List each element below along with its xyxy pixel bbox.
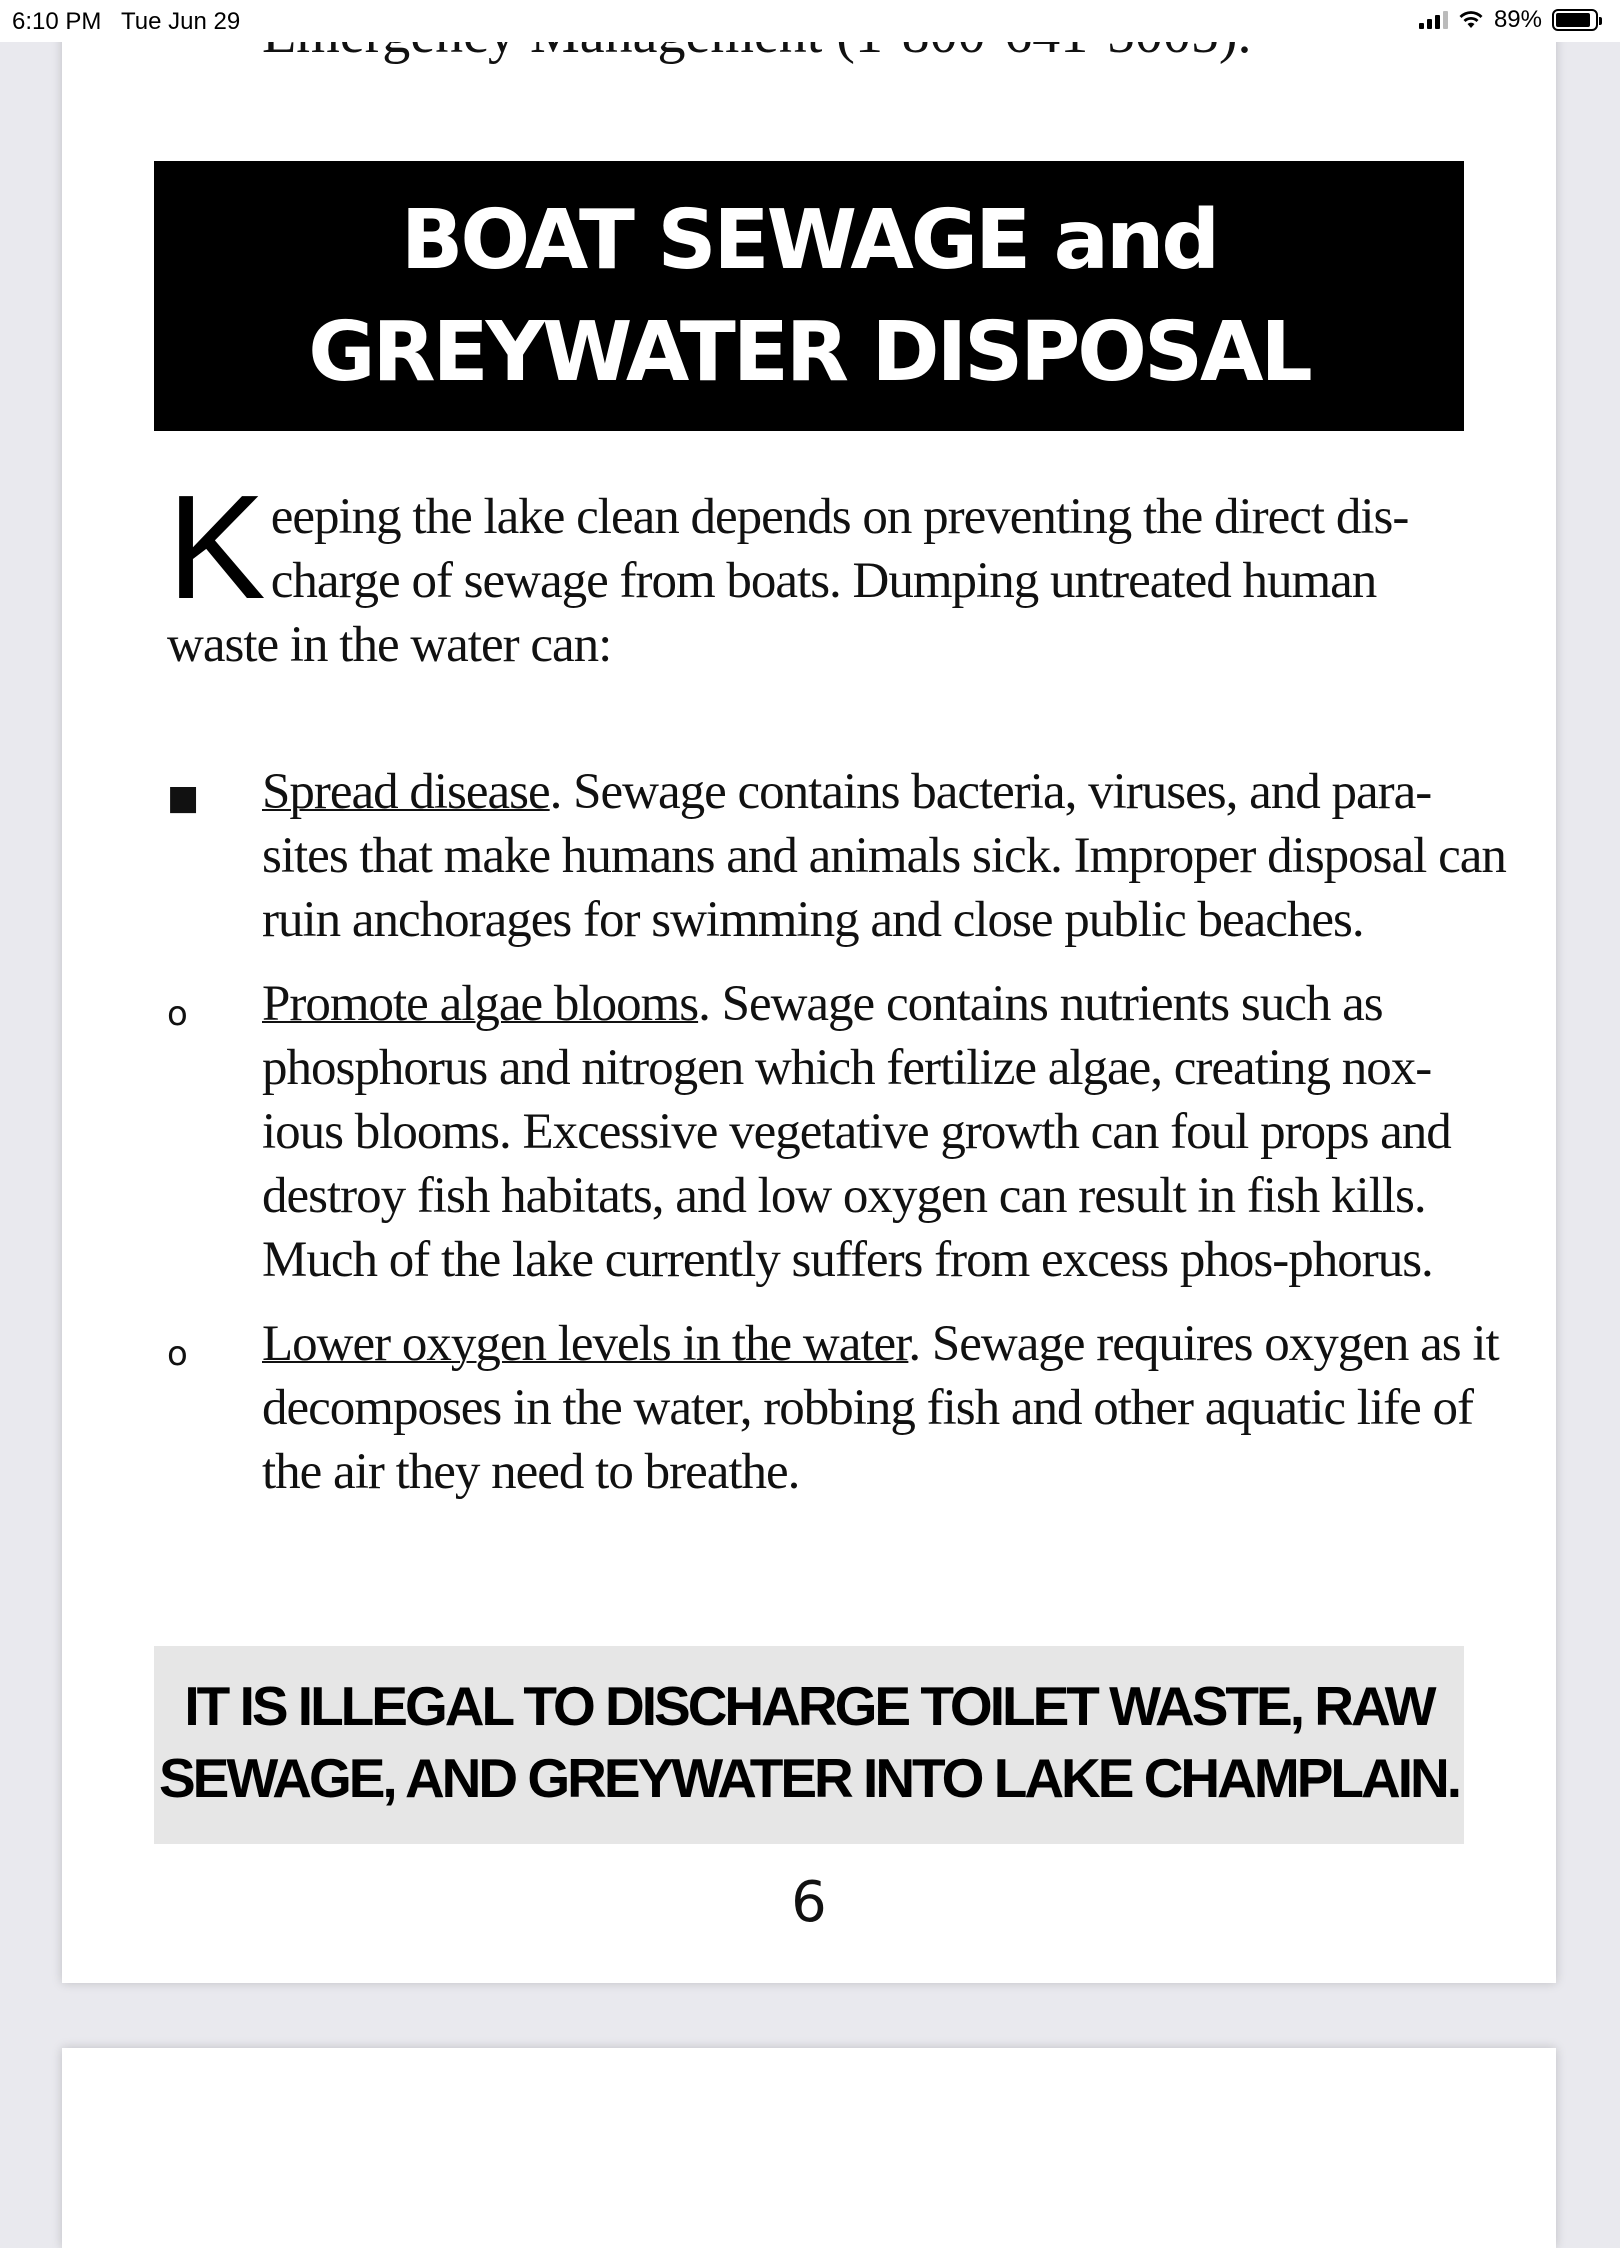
wifi-icon [1458, 10, 1484, 30]
circle-bullet-icon: o [167, 994, 187, 1034]
legal-warning-box [154, 1646, 1464, 1844]
status-indicators [1419, 6, 1598, 34]
list-item [167, 1312, 1507, 1504]
status-date: Tue Jun 29 [120, 8, 241, 35]
list-item [167, 760, 1507, 952]
bullet-text: . Sewage requires oxygen as it decomposes in the water, robbing fish and other aquatic life of the air they need to breathe. [262, 1316, 1499, 1500]
intro-paragraph [167, 465, 1467, 677]
status-bar [0, 0, 1620, 42]
status-time: 6:10 PM [12, 8, 102, 35]
square-bullet-icon: ■ [167, 778, 199, 818]
intro-text: eeping the lake clean depends on preventing the direct dis-charge of sewage from boats. Dumping untreated human waste in the water can: [167, 489, 1409, 673]
next-document-page [62, 2048, 1556, 2248]
bullet-heading: Promote algae blooms [262, 976, 699, 1032]
circle-bullet-icon: o [167, 1334, 187, 1374]
bullet-heading: Lower oxygen levels in the water [262, 1316, 909, 1372]
section-title-banner [154, 161, 1464, 431]
document-page [62, 0, 1556, 1983]
bullet-list [167, 760, 1507, 1524]
battery-fill [1556, 13, 1590, 27]
section-title-line-2: GREYWATER DISPOSAL [308, 305, 1310, 400]
battery-percent: 89% [1493, 6, 1542, 33]
list-item [167, 972, 1507, 1292]
bullet-text: . Sewage contains bacteria, viruses, and para-sites that make humans and animals sick. Improper disposal can ruin anchorages for swimming and close public beaches. [262, 764, 1506, 948]
page-number: 6 [791, 1870, 827, 1935]
warning-line-1: IT IS ILLEGAL TO DISCHARGE TOILET WASTE, RAW [184, 1675, 1434, 1737]
section-title-line-1: BOAT SEWAGE and [400, 193, 1218, 288]
drop-cap: K [167, 465, 265, 630]
battery-icon [1552, 9, 1598, 31]
bullet-heading: Spread disease [262, 764, 550, 820]
status-time-date [12, 8, 240, 36]
warning-line-2: SEWAGE, AND GREYWATER INTO LAKE CHAMPLAIN. [159, 1747, 1459, 1809]
cellular-signal-icon [1419, 11, 1448, 29]
bullet-text: . Sewage contains nutrients such as phosphorus and nitrogen which fertilize algae, creating nox-ious blooms. Excessive vegetative growth can foul props and destroy fish habitats, and low oxygen can result in fish kills. Much of the lake currently suffers from excess phos-phorus. [262, 976, 1451, 1288]
